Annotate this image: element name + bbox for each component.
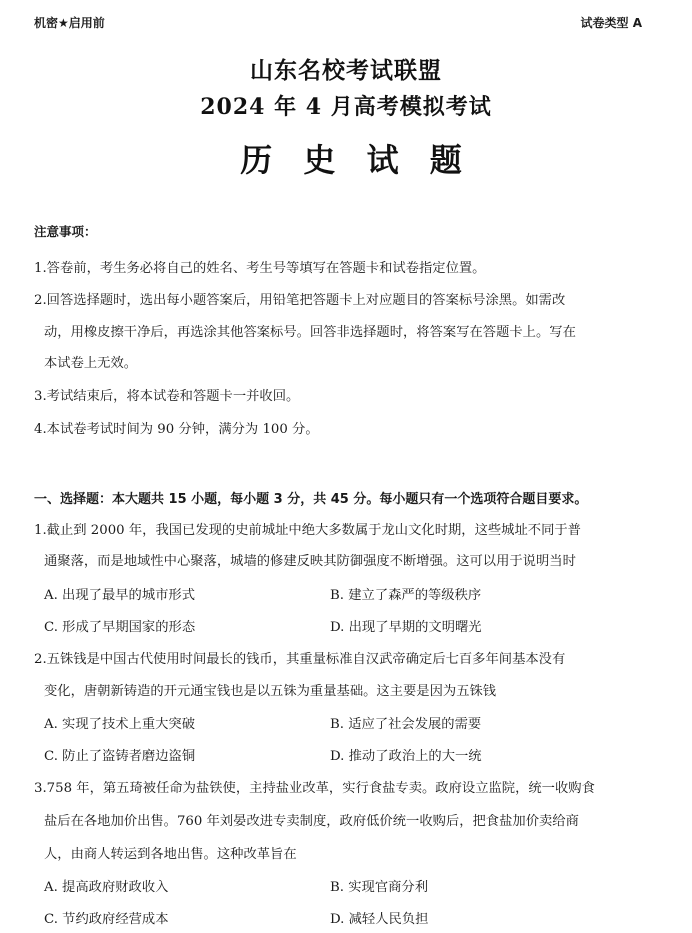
question-2-option-a: A. 实现了技术上重大突破	[44, 717, 196, 732]
question-3-option-d: D. 减轻人民负担	[330, 912, 429, 927]
question-1-option-a: A. 出现了最早的城市形式	[44, 588, 196, 603]
exam-alliance-title: 山东名校考试联盟	[250, 57, 442, 84]
question-2-stem-line-1: 2.五铢钱是中国古代使用时间最长的钱币，其重量标准自汉武帝确定后七百多年间基本没有	[34, 652, 566, 667]
question-1-option-d: D. 出现了早期的文明曙光	[330, 620, 482, 635]
notice-heading: 注意事项：	[34, 224, 97, 239]
notice-item-2-line-2: 动，用橡皮擦干净后，再选涂其他答案标号。回答非选择题时，将答案写在答题卡上。写在	[44, 325, 576, 340]
notice-item-2-line-3: 本试卷上无效。	[44, 356, 138, 371]
question-2-stem-line-2: 变化，唐朝新铸造的开元通宝钱也是以五铢为重量基础。这主要是因为五铢钱	[44, 684, 497, 699]
notice-item-1: 1.答卷前，考生务必将自己的姓名、考生号等填写在答题卡和试卷指定位置。	[34, 261, 486, 276]
question-2-option-d: D. 推动了政治上的大一统	[330, 749, 482, 764]
question-1-option-b: B. 建立了森严的等级秩序	[330, 588, 482, 603]
question-3-stem-line-3: 人，由商人转运到各地出售。这种改革旨在	[44, 847, 297, 862]
exam-date-title: 2024 年 4 月高考模拟考试	[200, 94, 492, 120]
question-3-stem-line-2: 盐后在各地加价出售。760 年刘晏改进专卖制度，政府低价统一收购后，把食盐加价卖给商	[44, 814, 579, 829]
question-3-option-b: B. 实现官商分利	[330, 880, 429, 895]
confidential-label: 机密★启用前	[34, 16, 105, 30]
question-3-option-a: A. 提高政府财政收入	[44, 880, 169, 895]
question-1-stem-line-2: 通聚落，而是地域性中心聚落，城墙的修建反映其防御强度不断增强。这可以用于说明当时	[44, 554, 576, 569]
question-2-option-c: C. 防止了盗铸者磨边盗铜	[44, 749, 196, 764]
question-1-stem-line-1: 1.截止到 2000 年，我国已发现的史前城址中绝大多数属于龙山文化时期，这些城址不同于普	[34, 523, 581, 538]
question-1-option-c: C. 形成了早期国家的形态	[44, 620, 196, 635]
subject-title: 历 史 试 题	[240, 141, 472, 179]
question-3-option-c: C. 节约政府经营成本	[44, 912, 169, 927]
question-3-stem-line-1: 3.758 年，第五琦被任命为盐铁使，主持盐业改革，实行食盐专卖。政府设立监院，统一收购食	[34, 781, 595, 796]
notice-item-3: 3.考试结束后，将本试卷和答题卡一并收回。	[34, 389, 300, 404]
paper-type-label: 试卷类型 A	[580, 16, 642, 30]
section-heading: 一、选择题：本大题共 15 小题，每小题 3 分，共 45 分。每小题只有一个选项符合题目要求。	[34, 492, 588, 507]
notice-item-2-line-1: 2.回答选择题时，选出每小题答案后，用铅笔把答题卡上对应题目的答案标号涂黑。如需改	[34, 293, 566, 308]
question-2-option-b: B. 适应了社会发展的需要	[330, 717, 482, 732]
notice-item-4: 4.本试卷考试时间为 90 分钟，满分为 100 分。	[34, 422, 319, 437]
